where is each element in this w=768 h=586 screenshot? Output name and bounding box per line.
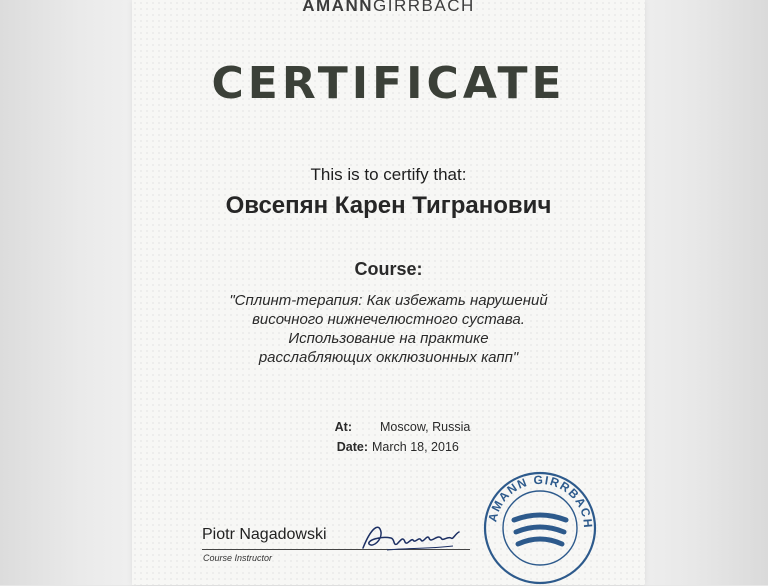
instructor-role: Course Instructor — [203, 553, 273, 563]
location-label: At: — [334, 420, 352, 434]
certificate-sheet — [132, 0, 645, 585]
course-label: Course: — [354, 259, 423, 279]
recipient-name: Овсепян Карен Тигранович — [225, 192, 552, 219]
company-stamp — [482, 470, 598, 586]
course-title-line: височного нижнечелюстного сустава. — [252, 311, 525, 328]
course-title-line: расслабляющих окклюзионных капп" — [258, 349, 519, 366]
location-value: Moscow, Russia — [380, 420, 471, 434]
brand-logo-bold: AMANN — [302, 0, 374, 15]
course-title — [132, 291, 645, 367]
background-right — [643, 0, 768, 585]
course-title-line: "Сплинт-терапия: Как избежать нарушений — [229, 292, 548, 309]
svg-text:AMANN GIRRBACH: AMANN GIRRBACH — [485, 472, 596, 530]
course-title-line: Использование на практике — [288, 330, 489, 347]
brand-logo-light: GIRRBACH — [373, 0, 475, 15]
date-value: March 18, 2016 — [372, 440, 459, 454]
location-row — [322, 420, 470, 434]
instructor-name: Piotr Nagadowski — [202, 526, 327, 543]
certificate-title: CERTIFICATE — [211, 58, 566, 109]
brand-logo — [132, 0, 645, 16]
date-label: Date: — [336, 440, 368, 454]
certify-text: This is to certify that: — [310, 165, 467, 184]
instructor-signature — [357, 518, 467, 558]
background-left — [0, 0, 135, 585]
date-row — [322, 440, 459, 454]
